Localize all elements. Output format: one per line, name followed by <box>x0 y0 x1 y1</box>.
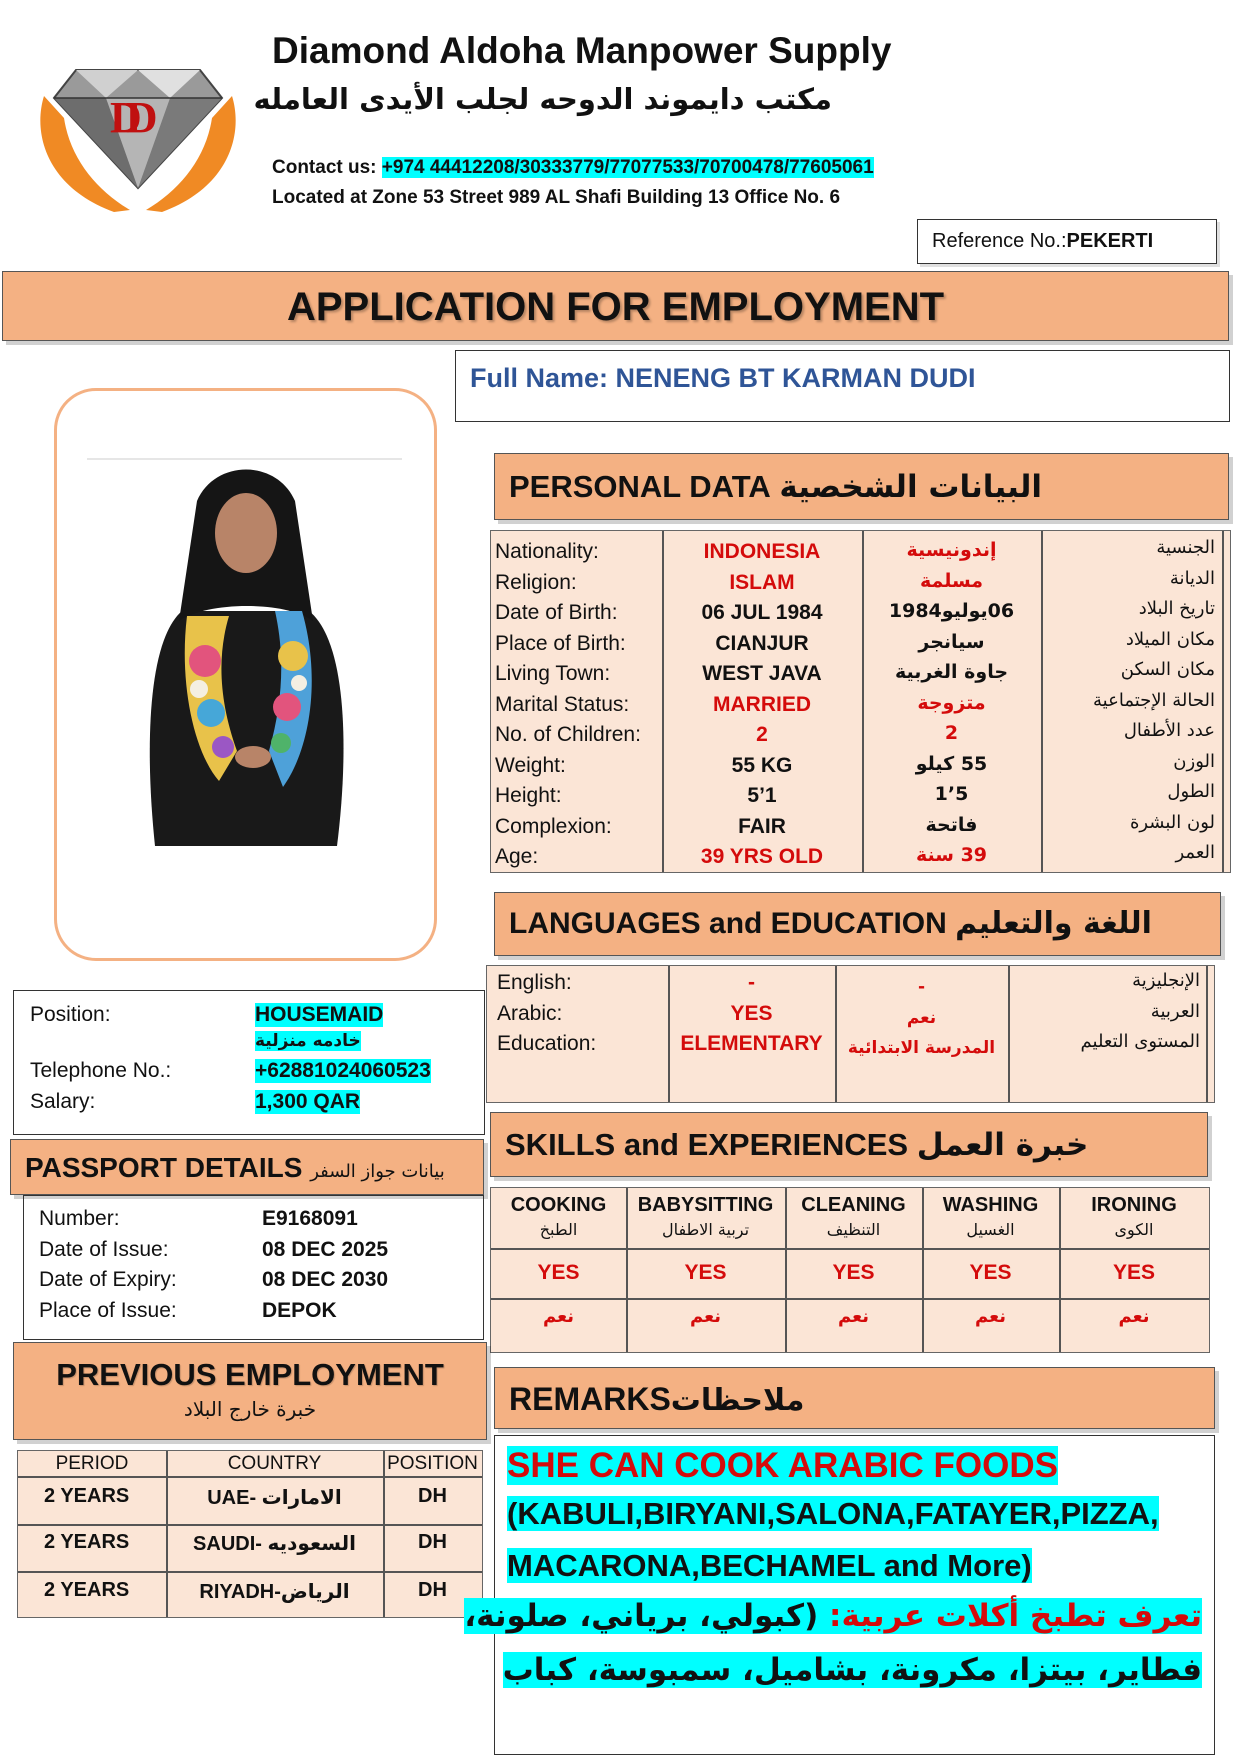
reference-value: PEKERTI <box>1066 230 1154 252</box>
language-label: Arabic: <box>497 1001 563 1025</box>
language-value: - <box>748 971 755 994</box>
skill-value: YES <box>1112 1261 1156 1284</box>
previous-period: 2 YEARS <box>44 1531 130 1553</box>
language-label-ar: الإنجليزية <box>1132 970 1200 991</box>
previous-employment-table <box>17 1450 483 1618</box>
personal-label-ar: الديانة <box>1169 567 1215 589</box>
skill-value: YES <box>969 1261 1012 1284</box>
personal-value-ar: 2 <box>944 722 959 744</box>
previous-position: DH <box>418 1531 447 1553</box>
personal-value-ar: سيانجر <box>918 630 985 653</box>
language-value: YES <box>730 1001 773 1025</box>
personal-value: 5’1 <box>747 784 777 807</box>
skill-name-ar: الكوى <box>1114 1220 1154 1239</box>
personal-label: Marital Status: <box>495 692 630 716</box>
language-value-ar: المدرسة الابتدائية <box>847 1038 996 1058</box>
skills-heading <box>490 1112 1208 1177</box>
passport-heading-ar: بيانات جواز السفر <box>310 1161 445 1182</box>
position-label: Position: <box>30 1003 111 1026</box>
remarks-line-1 <box>507 1446 1058 1486</box>
personal-label-ar: الجنسية <box>1156 537 1215 558</box>
remarks-heading-ar: ملاحظات <box>670 1383 805 1418</box>
personal-label-ar: الحالة الإجتماعية <box>1093 689 1215 711</box>
personal-value-ar: مسلمة <box>919 569 984 592</box>
previous-employment-heading <box>13 1342 487 1440</box>
skill-name-ar: تربية الاطفال <box>661 1220 750 1239</box>
skill-value: YES <box>684 1261 727 1284</box>
company-name-ar: مكتب دايموند الدوحه لجلب الأيدى العامله <box>253 82 832 116</box>
personal-value: 39 YRS OLD <box>700 845 824 868</box>
logo-letters: DD <box>110 93 142 142</box>
language-value-ar: نعم <box>906 1007 937 1028</box>
language-label: Education: <box>497 1032 597 1055</box>
personal-value: ISLAM <box>729 570 795 594</box>
previous-column-header: POSITION <box>387 1453 478 1474</box>
personal-label-ar: مكان الميلاد <box>1125 628 1215 650</box>
personal-value-ar: فاتحة <box>925 813 978 836</box>
personal-label-ar: مكان السكن <box>1120 659 1215 680</box>
previous-country: RIYADH-الرياض <box>199 1581 350 1603</box>
skill-name: IRONING <box>1091 1194 1177 1216</box>
personal-label: Age: <box>495 845 539 868</box>
personal-label: Living Town: <box>495 662 611 685</box>
previous-country: UAE- الامارات <box>207 1487 342 1509</box>
company-name-en: Diamond Aldoha Manpower Supply <box>272 30 892 71</box>
personal-value: 2 <box>756 723 768 746</box>
passport-label: Date of Issue: <box>39 1237 169 1261</box>
previous-column-header: COUNTRY <box>227 1453 322 1474</box>
remarks-heading <box>494 1367 1215 1429</box>
personal-value: 06 JUL 1984 <box>701 601 823 624</box>
page-title: APPLICATION FOR EMPLOYMENT <box>286 285 945 329</box>
personal-data-heading <box>494 453 1229 520</box>
reference-label: Reference No.: <box>932 230 1067 252</box>
skills-heading-en: SKILLS and EXPERIENCES <box>505 1127 909 1162</box>
passport-label: Place of Issue: <box>39 1298 177 1322</box>
personal-label: Religion: <box>495 570 577 594</box>
photo-frame <box>54 388 437 961</box>
previous-country: SAUDI- السعوديه <box>193 1533 356 1555</box>
personal-data-heading-en: PERSONAL DATA <box>509 469 771 504</box>
full-name-box <box>455 350 1230 422</box>
personal-value-ar: متزوجة <box>917 691 986 714</box>
previous-period: 2 YEARS <box>44 1485 130 1507</box>
contact-label: Contact us: <box>272 157 382 178</box>
personal-label-ar: العمر <box>1175 842 1215 863</box>
skills-table <box>490 1187 1210 1353</box>
personal-label: Place of Birth: <box>495 631 626 655</box>
reference-box <box>917 219 1217 264</box>
skill-value-ar: نعم <box>974 1306 1007 1327</box>
application-title-bar <box>2 271 1229 341</box>
passport-value: E9168091 <box>262 1207 358 1230</box>
languages-heading-en: LANGUAGES and EDUCATION <box>509 907 947 940</box>
position-value: HOUSEMAID <box>255 1003 384 1026</box>
personal-value-ar: إندونيسية <box>906 539 997 561</box>
previous-position: DH <box>418 1485 447 1507</box>
remarks-ar-red: تعرف تطبخ أكلات عربية: <box>829 1598 1202 1634</box>
personal-label-ar: تاريخ البلاد <box>1138 598 1215 619</box>
remarks-heading-en: REMARKS <box>509 1381 671 1417</box>
previous-column-header: PERIOD <box>55 1453 129 1474</box>
personal-label: Height: <box>495 784 562 807</box>
remarks-ar-line-1 <box>464 1598 1202 1634</box>
personal-value-ar: جاوة الغربية <box>894 661 1009 683</box>
company-logo <box>26 40 250 215</box>
personal-label: Weight: <box>495 753 566 777</box>
personal-value-ar: 5’1 <box>934 783 969 805</box>
personal-label: Complexion: <box>495 814 612 838</box>
skill-name: CLEANING <box>801 1194 906 1216</box>
personal-value: CIANJUR <box>715 631 809 655</box>
passport-label: Number: <box>39 1207 120 1230</box>
remarks-line-2 <box>507 1496 1159 1532</box>
remarks-line-2-text: (KABULI,BIRYANI,SALONA,FATAYER,PIZZA, <box>507 1496 1159 1531</box>
previous-period: 2 YEARS <box>44 1579 130 1601</box>
passport-heading <box>10 1139 484 1195</box>
skill-name: BABYSITTING <box>637 1194 774 1216</box>
skill-value-ar: نعم <box>542 1306 575 1327</box>
remarks-ar-black: (كبولي، برياني، صلونة، <box>464 1598 830 1634</box>
personal-label-ar: لون البشرة <box>1129 811 1215 833</box>
personal-value-ar: 55 كيلو <box>915 752 988 775</box>
passport-value: DEPOK <box>262 1298 337 1322</box>
personal-value: MARRIED <box>713 692 811 716</box>
language-value: ELEMENTARY <box>680 1032 823 1055</box>
personal-label: Nationality: <box>495 540 599 563</box>
passport-value: 08 DEC 2030 <box>262 1268 389 1291</box>
salary-value: 1,300 QAR <box>255 1090 361 1113</box>
personal-value: FAIR <box>738 814 786 838</box>
personal-data-heading-ar: البيانات الشخصية <box>779 469 1043 505</box>
position-value-ar: خادمه منزلية <box>255 1031 361 1051</box>
passport-heading-en: PASSPORT DETAILS <box>25 1152 303 1183</box>
remarks-box <box>464 1435 1215 1755</box>
personal-value-ar: 39 سنة <box>915 844 988 866</box>
company-address: Located at Zone 53 Street 989 AL Shafi Building 13 Office No. 6 <box>272 187 841 208</box>
remarks-line-3 <box>507 1548 1032 1584</box>
skill-name-ar: التنظيف <box>826 1220 881 1239</box>
remarks-line-1-text: SHE CAN COOK ARABIC FOODS <box>507 1446 1058 1485</box>
personal-label-ar: الطول <box>1167 781 1215 802</box>
skill-value-ar: نعم <box>837 1306 870 1327</box>
salary-label: Salary: <box>30 1090 96 1113</box>
personal-data-table <box>490 530 1231 873</box>
skills-heading-ar: خبرة العمل <box>916 1127 1089 1163</box>
contact-line <box>272 157 874 179</box>
telephone-label: Telephone No.: <box>30 1059 172 1082</box>
skill-value-ar: نعم <box>689 1306 722 1327</box>
personal-label: Date of Birth: <box>495 601 618 624</box>
personal-value: WEST JAVA <box>702 662 822 685</box>
remarks-ar-line-2 <box>503 1652 1202 1688</box>
previous-employment-heading-en: PREVIOUS EMPLOYMENT <box>56 1357 444 1392</box>
skill-name-ar: الطبخ <box>539 1220 578 1239</box>
skill-name: WASHING <box>942 1194 1039 1216</box>
contact-phones: +974 44412208/30333779/77077533/70700478/77605061 <box>381 157 874 178</box>
passport-label: Date of Expiry: <box>39 1268 177 1291</box>
language-label-ar: المستوى التعليم <box>1080 1031 1200 1052</box>
personal-label-ar: عدد الأطفال <box>1123 720 1215 741</box>
personal-value: 55 KG <box>731 753 793 777</box>
personal-value: INDONESIA <box>703 540 821 563</box>
language-label-ar: العربية <box>1150 1000 1200 1022</box>
languages-heading-ar: اللغة والتعليم <box>955 906 1152 941</box>
personal-value-ar: 06يوليو1984 <box>888 600 1015 622</box>
full-name-value: NENENG BT KARMAN DUDI <box>615 363 976 393</box>
skill-value-ar: نعم <box>1118 1306 1150 1327</box>
skill-name-ar: الغسيل <box>966 1220 1015 1239</box>
language-value-ar: - <box>917 977 926 997</box>
position-box <box>13 990 485 1135</box>
skill-name: COOKING <box>510 1194 607 1216</box>
personal-label-ar: الوزن <box>1173 750 1215 772</box>
applicant-photo <box>87 451 402 851</box>
skill-value: YES <box>537 1261 580 1284</box>
full-name-label: Full Name: <box>470 363 616 393</box>
language-label: English: <box>497 971 572 994</box>
passport-value: 08 DEC 2025 <box>262 1237 389 1261</box>
personal-label: No. of Children: <box>495 723 641 746</box>
previous-employment-heading-ar: خبرة خارج البلاد <box>183 1397 317 1421</box>
remarks-line-3-text: MACARONA,BECHAMEL and More) <box>507 1548 1032 1583</box>
previous-position: DH <box>418 1579 447 1601</box>
remarks-ar-line-2-text: فطاير، بيتزا، مكرونة، بشاميل، سمبوسة، كباب <box>502 1652 1202 1688</box>
languages-table <box>486 965 1215 1103</box>
skill-value: YES <box>832 1261 875 1284</box>
languages-heading <box>494 892 1221 956</box>
telephone-value: +62881024060523 <box>255 1059 431 1082</box>
passport-box <box>23 1195 484 1340</box>
